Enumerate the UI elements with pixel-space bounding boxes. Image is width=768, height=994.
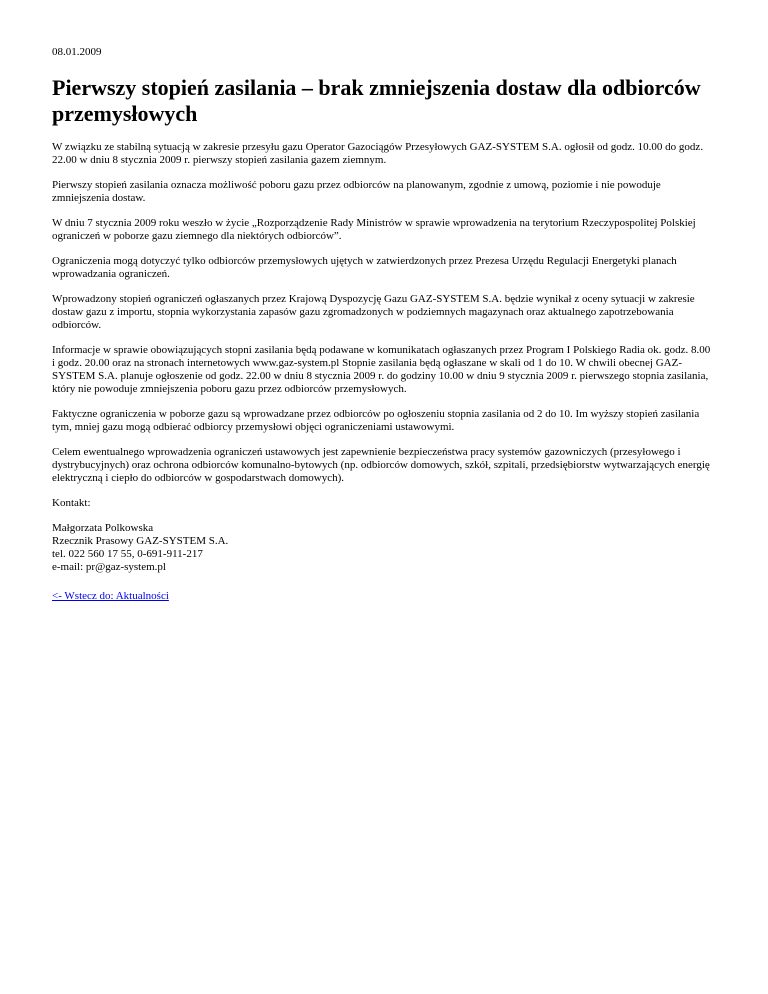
contact-role: Rzecznik Prasowy GAZ-SYSTEM S.A. (52, 535, 229, 547)
article-date: 08.01.2009 (52, 46, 102, 58)
article-paragraph: W dniu 7 stycznia 2009 roku weszło w życie „Rozporządzenie Rady Ministrów w sprawie wprowadzenia na terytorium Rzeczypospolitej Polskiej ograniczeń w poborze gazu ziemnego dla niektórych odbiorców”. (52, 217, 696, 242)
article-paragraph: Celem ewentualnego wprowadzenia ograniczeń ustawowych jest zapewnienie bezpieczeństwa pracy systemów gazowniczych (przesyłowego i dystrybucyjnych) oraz ochrona odbiorców komunalno-bytowych (np. odbiorców domowych, szkół, szpitali, przedsiębiorstw wytwarzających energię elektryczną i ciepło do odbiorców w gospodarstwach domowych). (52, 446, 710, 484)
article-paragraph: Wprowadzony stopień ograniczeń ogłaszanych przez Krajową Dyspozycję Gazu GAZ-SYSTEM S.A. będzie wynikał z oceny sytuacji w zakresie dostaw gazu z importu, stopnia wykorzystania zapasów gazu zgromadzonych w podziemnych magazynach oraz aktualnego zapotrzebowania odbiorców. (52, 293, 695, 331)
article-paragraph: Ograniczenia mogą dotyczyć tylko odbiorców przemysłowych ujętych w zatwierdzonych przez Prezesa Urzędu Regulacji Energetyki planach wprowadzania ograniczeń. (52, 255, 677, 280)
contact-name: Małgorzata Polkowska (52, 522, 154, 534)
contact-label: Kontakt: (52, 497, 91, 509)
contact-block (52, 522, 712, 574)
back-to-news-link[interactable]: <- Wstecz do: Aktualności (52, 590, 169, 602)
contact-email: e-mail: pr@gaz-system.pl (52, 561, 166, 573)
article-paragraph: W związku ze stabilną sytuacją w zakresie przesyłu gazu Operator Gazociągów Przesyłowych GAZ-SYSTEM S.A. ogłosił od godz. 10.00 do godz. 22.00 w dniu 8 stycznia 2009 r. pierwszy stopień zasilania gazem ziemnym. (52, 141, 704, 166)
article-title: Pierwszy stopień zasilania – brak zmniejszenia dostaw dla odbiorców przemysłowych (52, 75, 701, 126)
article-paragraph: Informacje w sprawie obowiązujących stopni zasilania będą podawane w komunikatach ogłaszanych przez Program I Polskiego Radia ok. godz. 8.00 i godz. 20.00 oraz na stronach internetowych www.gaz-system.pl Stopnie zasilania będą ogłaszane w skali od 1 do 10. W chwili obecnej GAZ-SYSTEM S.A. planuje ogłoszenie od godz. 22.00 w dniu 8 stycznia 2009 r. do godziny 10.00 w dniu 9 stycznia 2009 r. pierwszego stopnia zasilania, który nie powoduje zmniejszenia poboru gazu przez odbiorców przemysłowych. (52, 344, 711, 395)
article-paragraph: Pierwszy stopień zasilania oznacza możliwość poboru gazu przez odbiorców na planowanym, zgodnie z umową, poziomie i nie powoduje zmniejszenia dostaw. (52, 179, 661, 204)
contact-phone: tel. 022 560 17 55, 0-691-911-217 (52, 548, 203, 560)
article-paragraph: Faktyczne ograniczenia w poborze gazu są wprowadzane przez odbiorców po ogłoszeniu stopnia zasilania od 2 do 10. Im wyższy stopień zasilania tym, mniej gazu mogą odbierać odbiorcy przemysłowi objęci ograniczeniami ustawowymi. (52, 408, 700, 433)
